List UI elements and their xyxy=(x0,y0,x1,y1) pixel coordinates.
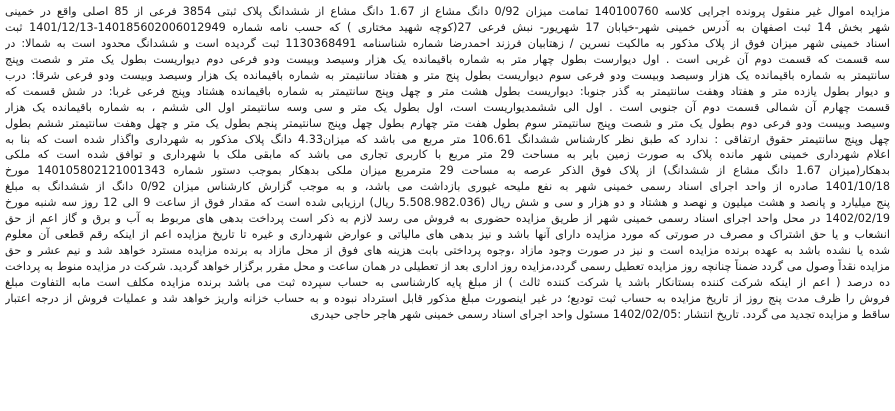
notice-line: مزایده نقداً وصول می گردد ضمناً چنانچه روز مزایده تعطیل رسمی گردد،مزایده روز اداری بعد از تعطیلی در همان ساعت و محل مقرر برگزار خواهد گردید. شرکت در مزایده منوط به پرداخت xyxy=(5,260,890,273)
notice-line: پنج میلیارد و پانصد و هشت میلیون و نهصد و هشتاد و دو هزار و سی و شش ریال (5.508.982.036 ریال) ارزیابی شده است که مقدار فوق از ساعت 9 الی 12 روز سه شنبه مورخ xyxy=(5,196,890,210)
notice-line: قسمت چهارم آن شمالی قسمت دوم آن جنوبی است . اول الی ششمدیواریست است، اول بطول یک متر و سی وسه سانتیمتر اول الی ششم ، به شماره باقیمانده یک هزار xyxy=(5,100,890,114)
notice-line: اسناد خمینی شهر میزان فوق از پلاک مذکور به مالکیت نسرین / زهتابیان فرزند احمدرضا شماره شناسنامه 1130368491 ثبت گردیده است و ششدانگ محدود است به شمالا: در xyxy=(5,36,890,50)
notice-line: ساقط و مزایده تجدید می گردد. تاریخ انتشار :1402/02/05 مسئول واحد اجرای اسناد رسمی خمینی شهر هاجر حاجی حیدری xyxy=(310,307,890,321)
notice-line: شهر بخش 14 ثبت اصفهان به آدرس خمینی شهر-خیابان 17 شهریور- نبش فرعی 27(کوچه شهید مختاری ) که حسب نامه شماره 140185602006012949-1401/12/13 ثبت xyxy=(5,20,890,34)
notice-line: سه قسمت که قسمت دوم آن غربی است . اول دیوارست بطول چهار متر به شماره باقیمانده یک هزار وسیصد وبیست ودو فرعی دوم دیواریست بطول یک متر و شصت وپنج xyxy=(5,52,890,66)
notice-line: بدهکار(میزان 1.67 دانگ مشاع از ششدانگ) از پلاک فوق الذکر عرصه به مساحت 29 مترمربع میزان ملکی بدهکار بموجب دستور شماره 140105802121001343 مورخ xyxy=(5,164,890,178)
notice-line: ده درصد ( اعم از اینکه شرکت کننده بستانکار باشد یا شرکت کننده ثالث ) از مبلغ پایه کارشناسی به حساب سپرده ثبت می باشد برنده مزایده مکلف است مابه التفاوت مبلغ xyxy=(5,275,890,289)
notice-line: و دیوار بطول یازده متر و هفتاد وهفت سانتیمتر به گذر جنوبا: دیواریست بطول هشت متر و چهل وپنج سانتیمتر به شماره باقیمانده هشتاد وپنج فرعی غربا: در شش قسمت که xyxy=(5,84,890,98)
notice-line: چهل وپنج سانتیمتر حقوق ارتفاقی : ندارد که طبق نظر کارشناس ششدانگ 106.61 متر مربع می باشد که میزان4.33 دانگ پلاک مذکور به شهرداری واگذار شده است که بنا به xyxy=(5,132,890,146)
notice-line: اعلام شهرداری خمینی شهر مانده پلاک به صورت زمین بایر به مساحت 29 متر مربع با کاربری تجاری می باشد که مابقی ملک با شهرداری و توافق شده است که ملکی xyxy=(5,148,890,162)
notice-line: فروش را ظرف مدت پنج روز از تاریخ مزایده به حساب ثبت تودیع؛ در غیر اینصورت مبلغ مذکور قابل استرداد نبوده و به حساب خزانه واریز خواهد شد و عملیات فروش از درجه اعتبار xyxy=(5,291,890,305)
notice-line: مزایده اموال غیر منقول پرونده اجرایی کلاسه 140100760 تمامت میزان 0/92 دانگ مشاع از 1.67 دانگ مشاع از ششدانگ پلاک ثبتی 3854 فرعی از 85 اصلی واقع در خمینی xyxy=(5,5,890,18)
notice-line: انشعاب و یا حق اشتراک و مصرف در صورتی که مورد مزایده دارای آنها باشد و نیز بدهی های مالیاتی و عوارض شهرداری و غیره تا تاریخ مزایده اعم از اینکه رقم قطعی آن معلوم xyxy=(5,228,890,242)
notice-line: 1401/10/18 صادره از واحد اجرای اسناد رسمی خمینی شهر به نفع ملیحه غیوری بازداشت می باشد، و به موجب گزارش کارشناس میزان 0/92 دانگ از ششدانگ به مبلغ xyxy=(5,180,890,194)
notice-line: سانتیمتر به شماره باقیمانده یک هزار وسیصد وبیست ودو فرعی سوم دیواریست بطول پنج متر و هفتاد سانتیمتر به شماره باقیمانده یک هزار وسیصد وبیست ودو فرعی شرقا: درب xyxy=(5,68,890,82)
notice-line: وسیصد وبیست ودو فرعی دوم بطول یک متر و شصت وپنج سانتیمتر سوم بطول هفت متر چهارم بطول چهل وپنج سانتیمتر پنجم بطول یک متر و چهل وهفت سانتیمتر ششم بطول xyxy=(5,116,890,130)
notice-line: 1402/02/19 در محل واحد اجرای اسناد رسمی خمینی شهر از طریق مزایده حضوری به فروش می رسد لازم به ذکر است پرداخت بدهی های مربوط به آب و برق و گاز اعم از حق xyxy=(5,212,890,226)
notice-line: شده یا نشده باشد به عهده برنده مزایده است و نیز در صورت وجود مازاد ،وجوه پرداختی بابت هزینه های فوق از محل مازاد به برنده مزایده مسترد خواهد شد و نیم عشر و حق xyxy=(5,244,890,258)
